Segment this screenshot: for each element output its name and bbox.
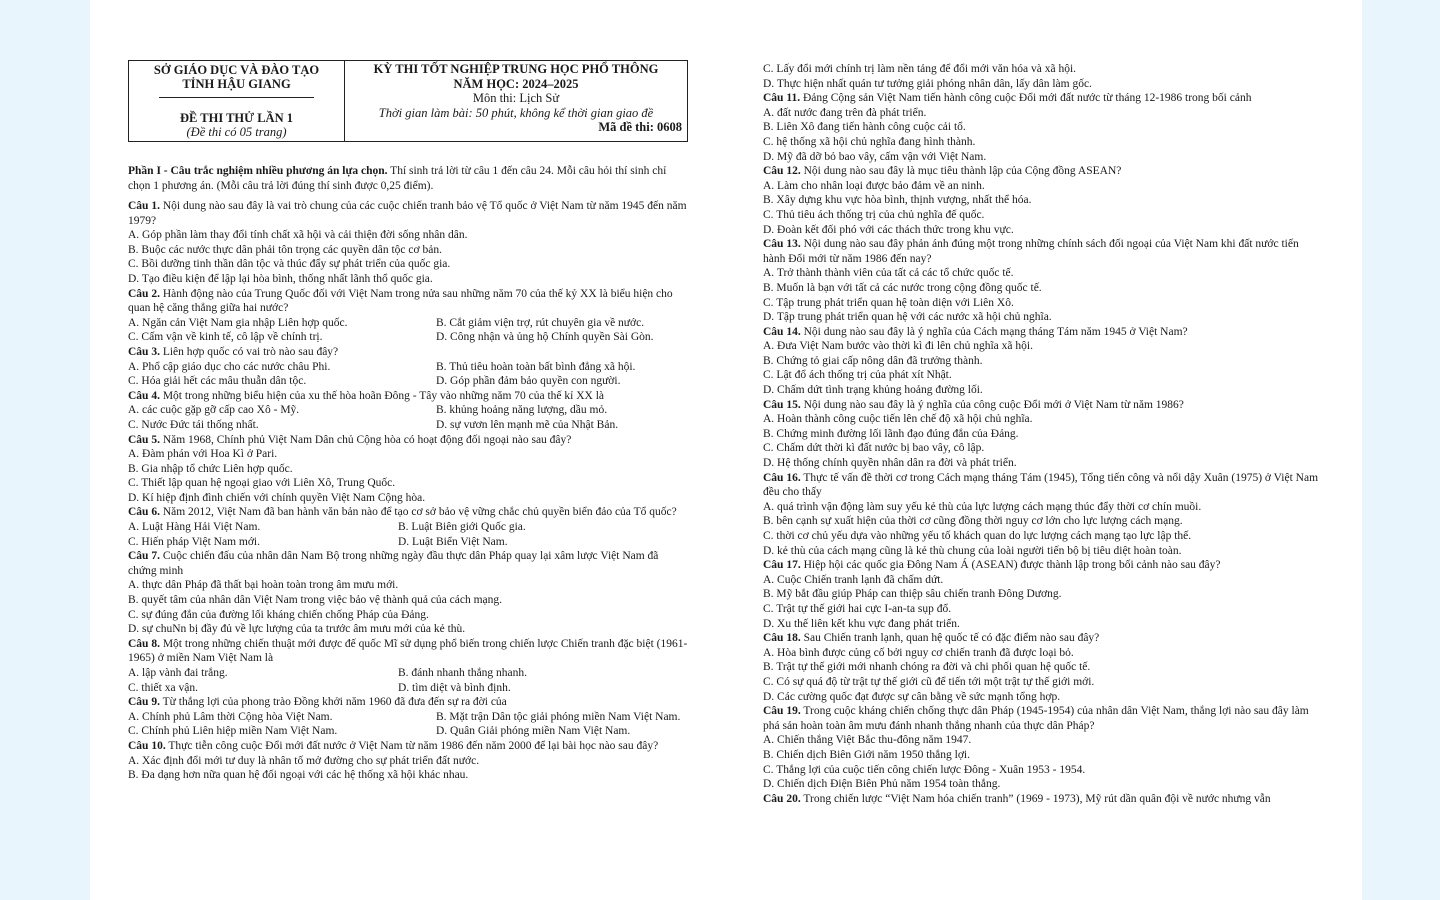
answer-option[interactable]: A. Chiến thắng Việt Bắc thu-đông năm 1947. (763, 734, 972, 747)
answer-option[interactable]: D. Xu thế liên kết khu vực đang phát triển. (763, 617, 960, 630)
question (763, 398, 1323, 413)
answer-option[interactable]: D. Kí hiệp định đình chiến với chính quyền Việt Nam Cộng hòa. (128, 491, 426, 504)
answer-option[interactable]: B. Chứng tỏ giai cấp nông dân đã trưởng thành. (763, 354, 983, 367)
question (128, 199, 688, 228)
answer-option[interactable]: C. sự đúng đắn của đường lối kháng chiến chống Pháp của Đảng. (128, 608, 429, 621)
question-label: Câu 4. (128, 389, 160, 402)
answer-option[interactable]: D. Công nhận và ủng hộ Chính quyền Sài Gòn. (436, 331, 654, 344)
answer-option[interactable]: D. Chấm dứt tình trạng khủng hoảng đường lối. (763, 384, 983, 397)
question-text: Nội dung nào sau đây phản ánh đúng một trong những chính sách đối ngoại của Việt Nam khi đất nước tiến hành Đổi mới từ năm 1986 đến nay? (763, 238, 1299, 265)
answer-option[interactable]: C. Có sự quá độ từ trật tự thế giới cũ để tiến tới một trật tự thế giới mới. (763, 675, 1095, 688)
question-text: Năm 1968, Chính phủ Việt Nam Dân chủ Cộng hòa có hoạt động đối ngoại nào sau đây? (159, 433, 572, 446)
answer-option[interactable]: D. sự chuNn bị đầy đủ về lực lượng của ta trước âm mưu mới của kẻ thù. (128, 623, 466, 636)
question-text: Từ thắng lợi của phong trào Đồng khởi năm 1960 đã đưa đến sự ra đời của (159, 696, 507, 709)
question-text: Một trong những chiến thuật mới được đế quốc Mĩ sử dụng phổ biến trong chiến lược Chiến tranh đặc biệt (1961-1965) ở miền Nam Việt Nam là (128, 637, 688, 665)
answer-row (128, 418, 688, 433)
answer-option[interactable]: A. Đưa Việt Nam bước vào thời kì đi lên chủ nghĩa xã hội. (763, 340, 1033, 353)
question-label: Câu 15. (763, 398, 801, 411)
question-label: Câu 20. (763, 792, 801, 805)
answer-option[interactable]: C. Hóa giải hết các mâu thuẫn dân tộc. (128, 375, 307, 388)
answer-row (128, 520, 688, 535)
question (763, 325, 1323, 340)
question-label: Câu 1. (128, 200, 160, 212)
question (128, 287, 688, 316)
answer-row (128, 710, 688, 725)
answer-option[interactable]: C. Chấm dứt thời kì đất nước bị bao vây, cô lập. (763, 442, 985, 455)
question (128, 505, 688, 520)
answer-option[interactable]: A. Hoàn thành công cuộc tiến lên chế độ xã hội chủ nghĩa. (763, 413, 1033, 426)
question-label: Câu 14. (763, 325, 801, 338)
answer-option[interactable]: B. Cắt giảm viện trợ, rút chuyên gia về nước. (436, 316, 645, 329)
question-label: Câu 5. (128, 433, 160, 446)
answer-row (128, 360, 688, 375)
answer-option[interactable]: A. thực dân Pháp đã thất bại hoàn toàn trong âm mưu mới. (128, 579, 399, 592)
dept-name: SỞ GIÁO DỤC VÀ ĐÀO TẠO (153, 63, 320, 77)
answer-option[interactable]: A. các cuộc gặp gỡ cấp cao Xô - Mỹ. (128, 404, 300, 417)
answer-option[interactable]: B. khủng hoảng năng lượng, dầu mỏ. (436, 404, 608, 417)
answer-option[interactable]: A. Làm cho nhân loại được bảo đảm về an ninh. (763, 179, 985, 192)
answer-option[interactable]: C. Trật tự thế giới hai cực I-an-ta sụp đổ. (763, 602, 952, 615)
right-column (763, 62, 1323, 806)
question-label: Câu 17. (763, 559, 801, 572)
answer-option[interactable]: B. Đa dạng hơn nữa quan hệ đối ngoại với các hệ thống xã hội khác nhau. (128, 769, 469, 782)
answer-option[interactable]: A. đất nước đang trên đà phát triển. (763, 106, 927, 119)
answer-option[interactable]: B. Xây dựng khu vực hòa bình, thịnh vượng, nhất thể hóa. (763, 194, 1032, 207)
exam-page (90, 0, 1362, 900)
answer-option[interactable]: D. Thực hiện nhất quán tư tưởng giải phóng nhân dân, lấy dân làm gốc. (763, 77, 1092, 90)
question-label: Câu 12. (763, 165, 801, 178)
question (763, 237, 1323, 266)
answer-option[interactable]: A. Xác định đổi mới tư duy là nhân tố mở đường cho sự phát triển đất nước. (128, 754, 480, 767)
question-text: Nội dung nào sau đây là ý nghĩa của Cách mạng tháng Tám năm 1945 ở Việt Nam? (800, 325, 1188, 338)
question-label: Câu 18. (763, 632, 801, 645)
header-right (345, 61, 687, 141)
answer-option[interactable]: B. quyết tâm của nhân dân Việt Nam trong việc bảo vệ thành quả của cách mạng. (128, 594, 502, 607)
answer-option[interactable]: A. Hòa bình được củng cố bởi nguy cơ chiến tranh đã được loại bỏ. (763, 646, 1074, 659)
question-text: Nội dung nào sau đây là ý nghĩa của công cuộc Đổi mới ở Việt Nam từ năm 1986? (800, 398, 1184, 411)
exam-code: Mã đề thi: 0608 (598, 120, 682, 134)
subject: Môn thi: Lịch Sử (472, 91, 560, 105)
answer-row (128, 374, 688, 389)
exam-header (128, 60, 688, 142)
question-label: Câu 13. (763, 238, 801, 251)
province-name: TỈNH HẬU GIANG (182, 77, 291, 91)
question-text: Năm 2012, Việt Nam đã ban hành văn bản nào để tạo cơ sở bảo vệ vững chắc chủ quyền biển đảo của Tổ quốc? (159, 506, 677, 519)
answer-option[interactable]: B. Mỹ bắt đầu giúp Pháp can thiệp sâu chiến tranh Đông Dương. (763, 588, 1062, 601)
answer-option[interactable]: D. Các cường quốc đạt được sự cân bằng về sức mạnh tổng hợp. (763, 690, 1061, 703)
question (763, 704, 1323, 733)
answer-option[interactable]: C. Thiết lập quan hệ ngoại giao với Liên Xô, Trung Quốc. (128, 477, 396, 490)
question-label: Câu 9. (128, 696, 160, 709)
answer-option[interactable]: B. Thủ tiêu hoàn toàn bất bình đẳng xã hội. (436, 360, 636, 373)
answer-option[interactable]: D. sự vươn lên mạnh mẽ của Nhật Bản. (436, 418, 619, 431)
question-text: Nội dung nào sau đây là vai trò chung của các cuộc chiến tranh bảo vệ Tổ quốc ở Việt Nam từ năm 1945 đến năm 1979? (128, 200, 687, 227)
question-label: Câu 8. (128, 637, 160, 650)
question-text: Cuộc chiến đấu của nhân dân Nam Bộ trong những ngày đầu thực dân Pháp quay lại xâm lược Việt Nam đã chứng minh (128, 550, 659, 577)
question-text: Trong chiến lược “Việt Nam hóa chiến tranh” (1969 - 1973), Mỹ rút dần quân đội về nước nhưng vẫn (800, 792, 1271, 805)
section-intro (128, 164, 688, 193)
question-text: Thực tiễn công cuộc Đổi mới đất nước ở Việt Nam từ năm 1986 đến năm 2000 để lại bài học nào sau đây? (165, 739, 659, 752)
question-list-left (128, 199, 688, 783)
answer-option[interactable]: A. Luật Hàng Hải Việt Nam. (128, 521, 261, 534)
answer-row (128, 681, 688, 696)
question-label: Câu 10. (128, 739, 166, 752)
answer-option[interactable]: B. đánh nhanh thắng nhanh. (398, 667, 528, 679)
answer-row (128, 316, 688, 331)
answer-option[interactable]: C. Lật đổ ách thống trị của phát xít Nhật. (763, 369, 952, 382)
question (128, 549, 688, 578)
answer-option[interactable]: C. Nước Đức tái thống nhất. (128, 418, 259, 431)
question-label: Câu 19. (763, 705, 801, 718)
answer-option[interactable]: C. Thủ tiêu ách thống trị của chủ nghĩa đế quốc. (763, 208, 985, 221)
answer-option[interactable]: C. Lấy đổi mới chính trị làm nền tảng để đổi mới văn hóa và xã hội. (763, 63, 1077, 75)
answer-option[interactable]: B. bên cạnh sự xuất hiện của thời cơ cũng đồng thời nguy cơ lớn cho lực lượng cách mạng. (763, 515, 1183, 528)
answer-row (128, 330, 688, 345)
answer-option[interactable]: B. Liên Xô đang tiến hành công cuộc cải tổ. (763, 121, 966, 134)
answer-option[interactable]: C. Chính phủ Liên hiệp miền Nam Việt Nam. (128, 725, 338, 738)
question (128, 739, 688, 754)
answer-option[interactable]: B. Chiến dịch Biên Giới năm 1950 thắng lợi. (763, 748, 971, 761)
answer-option[interactable]: B. Buộc các nước thực dân phải tôn trọng các quyền dân tộc cơ bản. (128, 243, 442, 256)
question (763, 164, 1323, 179)
answer-option[interactable]: D. Quân Giải phóng miền Nam Việt Nam. (436, 725, 631, 738)
question (128, 433, 688, 448)
header-divider (159, 97, 314, 98)
answer-option[interactable]: B. Chứng minh đường lối lãnh đạo đúng đắn của Đảng. (763, 427, 1019, 440)
answer-option[interactable]: C. hệ thống xã hội chủ nghĩa đang hình thành. (763, 135, 976, 148)
answer-option[interactable]: C. thời cơ chủ yếu dựa vào những yếu tố khách quan do lực lượng cách mạng tạo lực lập thế. (763, 530, 1192, 542)
answer-option[interactable]: D. Luật Biển Việt Nam. (398, 535, 508, 548)
exam-kind: ĐỀ THI THỬ LẦN 1 (180, 111, 293, 125)
question-text: Đảng Cộng sản Việt Nam tiến hành công cuộc Đổi mới đất nước từ tháng 12-1986 trong bối cảnh (800, 92, 1252, 105)
question-text: Một trong những biểu hiện của xu thế hòa hoãn Đông - Tây vào những năm 70 của thế kỉ XX là (159, 389, 605, 402)
question-label: Câu 11. (763, 92, 801, 105)
answer-option[interactable]: C. Cấm vận về kinh tế, cô lập về chính trị. (128, 331, 323, 344)
answer-option[interactable]: C. Tập trung phát triển quan hệ toàn diện với Liên Xô. (763, 296, 1014, 309)
question-text: Hành động nào của Trung Quốc đối với Việt Nam trong nửa sau những năm 70 của thế kỷ XX là biểu hiện cho quan hệ căng thẳng giữa hai nước? (128, 287, 673, 315)
answer-option[interactable]: A. Góp phần làm thay đổi tính chất xã hội và cải thiện đời sống nhân dân. (128, 229, 468, 242)
answer-option[interactable]: D. Góp phần đảm bảo quyền con người. (436, 375, 621, 388)
question-text: Nội dung nào sau đây là mục tiêu thành lập của Cộng đồng ASEAN? (800, 165, 1122, 178)
question (128, 389, 688, 404)
answer-option[interactable]: C. Bồi dưỡng tinh thần dân tộc và thúc đẩy sự phát triển của quốc gia. (128, 258, 451, 271)
section-instructions: Thí sinh trả lời từ câu 1 đến câu 24. Mỗi câu hỏi thí sinh chỉ chọn 1 phương án. (Mỗi câu trả lời đúng thí sinh được 0,25 điểm). (128, 165, 667, 192)
answer-row (128, 535, 688, 550)
section-title: Phần I - Câu trắc nghiệm nhiều phương án lựa chọn. (128, 165, 388, 177)
question-text: Thực tế vấn đề thời cơ trong Cách mạng tháng Tám (1945), Tổng tiến công và nổi dậy Xuân (1975) ở Việt Nam đều cho thấy (763, 471, 1319, 499)
question (128, 637, 688, 666)
question-label: Câu 7. (128, 550, 160, 563)
answer-option[interactable]: D. Chiến dịch Điện Biên Phủ năm 1954 toàn thắng. (763, 778, 1001, 791)
answer-option[interactable]: A. Trở thành thành viên của tất cả các tổ chức quốc tế. (763, 267, 1014, 280)
question (128, 345, 688, 360)
answer-option[interactable]: B. Muốn là bạn với tất cả các nước trong cộng đồng quốc tế. (763, 281, 1042, 294)
exam-title: KỲ THI TỐT NGHIỆP TRUNG HỌC PHỔ THÔNG (373, 62, 659, 76)
answer-option[interactable]: A. Ngăn cản Việt Nam gia nhập Liên hợp quốc. (128, 316, 348, 329)
question (763, 792, 1323, 807)
question-label: Câu 2. (128, 287, 160, 300)
question-label: Câu 3. (128, 345, 160, 358)
answer-option[interactable]: D. Tập trung phát triển quan hệ với các nước xã hội chủ nghĩa. (763, 311, 1052, 324)
answer-option[interactable]: D. Tạo điều kiện để lập lại hòa bình, thống nhất lãnh thổ quốc gia. (128, 272, 433, 285)
school-year: NĂM HỌC: 2024–2025 (453, 76, 579, 91)
question (128, 695, 688, 710)
answer-row (128, 724, 688, 739)
answer-option[interactable]: B. Gia nhập tổ chức Liên hợp quốc. (128, 462, 293, 475)
answer-option[interactable]: D. Hệ thống chính quyền nhân dân ra đời và phát triển. (763, 457, 1017, 470)
question-text: Trong cuộc kháng chiến chống thực dân Pháp (1945-1954) của nhân dân Việt Nam, thắng lợi nào sau đây làm phá sản hoàn toàn âm mưu đánh nhanh thắng nhanh của thực dân Pháp? (763, 705, 1309, 732)
question (763, 91, 1323, 106)
answer-option[interactable]: A. quá trình vận động làm suy yếu kẻ thù của lực lượng cách mạng thúc đẩy thời cơ chín muồi. (763, 500, 1202, 513)
answer-option[interactable]: A. Đàm phán với Hoa Kì ở Pari. (128, 448, 278, 461)
answer-option[interactable]: B. Trật tự thế giới mới nhanh chóng ra đời và chi phối quan hệ quốc tế. (763, 661, 1091, 674)
answer-option[interactable]: C. Thắng lợi của cuộc tiến công chiến lược Đông - Xuân 1953 - 1954. (763, 763, 1086, 776)
answer-option[interactable]: C. thiết xa vận. (128, 681, 198, 694)
answer-option[interactable]: D. tìm diệt và bình định. (398, 681, 511, 694)
question (763, 631, 1323, 646)
answer-option[interactable]: D. Mỹ đã dỡ bỏ bao vây, cấm vận với Việt Nam. (763, 150, 987, 163)
answer-option[interactable]: A. Cuộc Chiến tranh lạnh đã chấm dứt. (763, 573, 944, 586)
answer-row (128, 403, 688, 418)
answer-option[interactable]: C. Hiến pháp Việt Nam mới. (128, 535, 260, 548)
question-label: Câu 6. (128, 506, 160, 519)
header-left (129, 61, 345, 141)
pages-note: (Đề thi có 05 trang) (186, 125, 287, 139)
answer-option[interactable]: B. Mặt trận Dân tộc giải phóng miền Nam Việt Nam. (436, 710, 681, 723)
answer-option[interactable]: B. Luật Biên giới Quốc gia. (398, 521, 526, 534)
question-text: Liên hợp quốc có vai trò nào sau đây? (159, 345, 339, 358)
left-column (128, 60, 688, 783)
question-label: Câu 16. (763, 471, 801, 484)
question-text: Sau Chiến tranh lạnh, quan hệ quốc tế có đặc điểm nào sau đây? (800, 632, 1100, 645)
answer-option[interactable]: D. kẻ thù của cách mạng cũng là kẻ thù chung của loài người tiến bộ bị tiêu diệt hoàn toàn. (763, 544, 1182, 557)
answer-row (128, 666, 688, 681)
time-note: Thời gian làm bài: 50 phút, không kể thời gian giao đề (378, 105, 654, 120)
answer-option[interactable]: D. Đoàn kết đối phó với các thách thức trong khu vực. (763, 223, 1014, 236)
answer-option[interactable]: A. Phổ cập giáo dục cho các nước châu Phi. (128, 360, 331, 373)
answer-option[interactable]: A. lập vành đai trắng. (128, 667, 228, 679)
answer-option[interactable]: A. Chính phủ Lâm thời Cộng hòa Việt Nam. (128, 710, 333, 723)
question (763, 471, 1323, 500)
question (763, 558, 1323, 573)
question-text: Hiệp hội các quốc gia Đông Nam Á (ASEAN) được thành lập trong bối cảnh nào sau đây? (800, 559, 1221, 572)
